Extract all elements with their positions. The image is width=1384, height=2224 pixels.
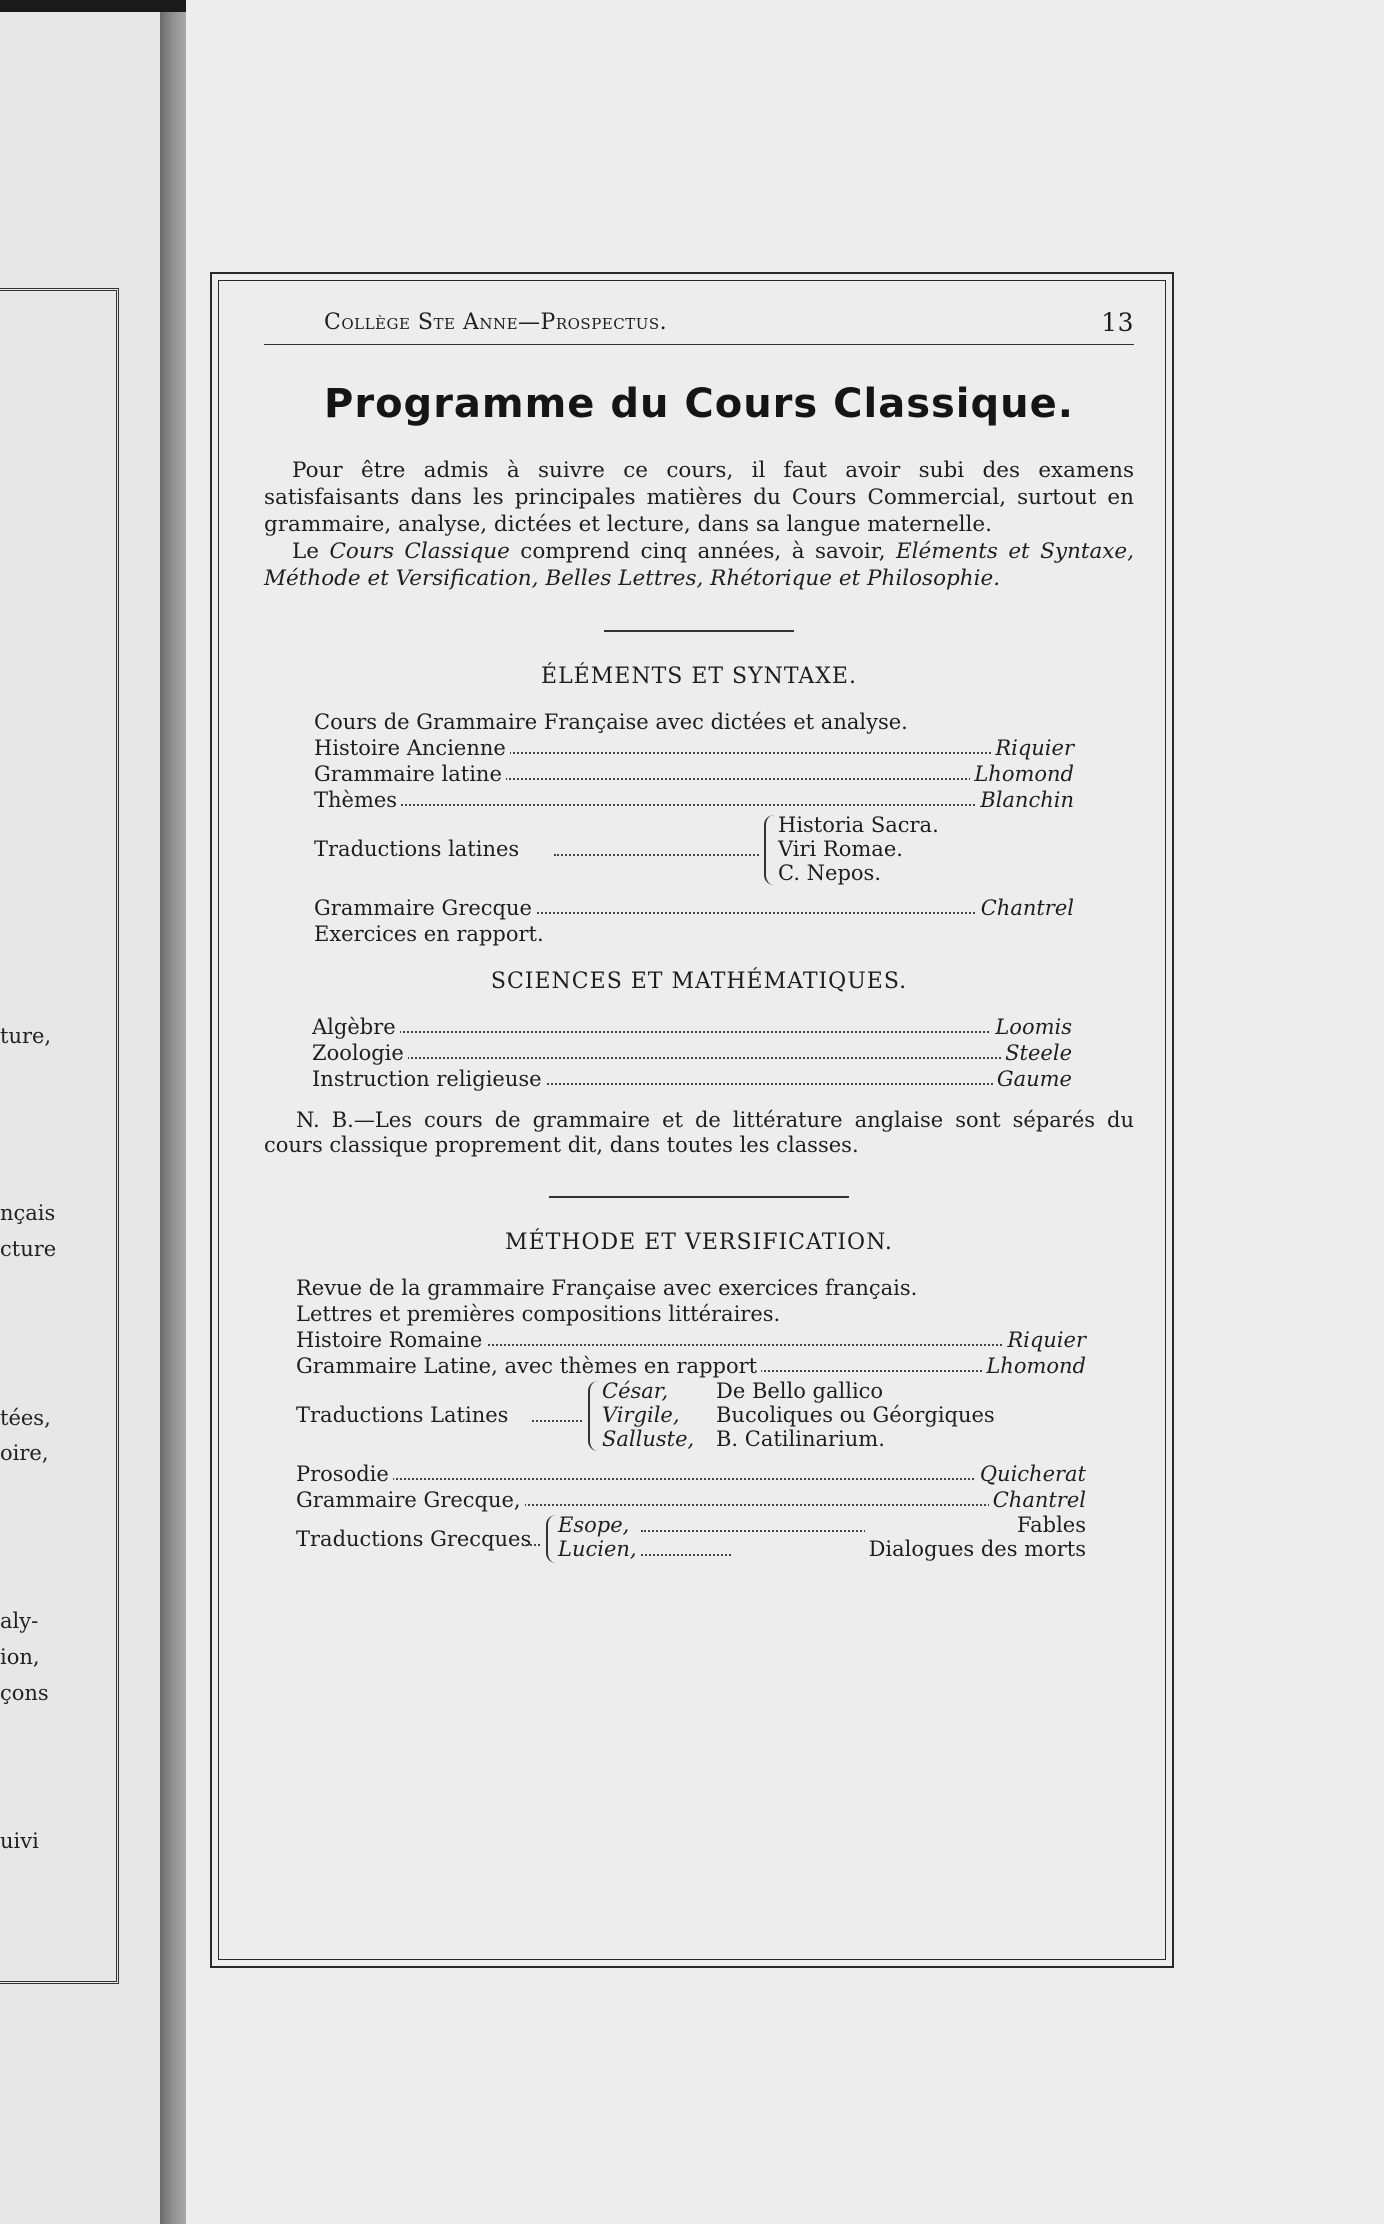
list-item bbox=[296, 1379, 1086, 1455]
author-name: Salluste, bbox=[602, 1427, 695, 1451]
translation-text: Viri Romae. bbox=[778, 837, 903, 861]
intro-p2-start: Le bbox=[292, 539, 330, 564]
list-item: Revue de la grammaire Française avec exercices français. bbox=[296, 1276, 918, 1300]
facing-text-fragment: cture bbox=[0, 1237, 57, 1261]
intro-paragraph-1: Pour être admis à suivre ce cours, il faut avoir subi des examens satisfaisants dans les principales matières du Cours Commercial, surtout en grammaire, analyse, dictées et lecture, dans sa langue maternelle. bbox=[264, 458, 1134, 537]
item-label: Grammaire Grecque, bbox=[296, 1487, 525, 1513]
item-author: Steele bbox=[1001, 1040, 1072, 1066]
intro-years-list: Eléments et Syntaxe, Méthode et Versification, Belles Lettres, Rhétorique et Philosophie. bbox=[264, 539, 1134, 591]
dot-leader bbox=[554, 854, 759, 856]
list-item bbox=[314, 787, 1074, 813]
list-item bbox=[296, 1353, 1086, 1379]
item-author: Lhomond bbox=[982, 1353, 1086, 1379]
page-content bbox=[264, 304, 1134, 1567]
author-name: Esope, bbox=[558, 1513, 630, 1537]
list-item bbox=[312, 1014, 1072, 1040]
item-author: Chantrel bbox=[977, 895, 1074, 921]
author-name: Virgile, bbox=[602, 1403, 680, 1427]
intro-paragraph-2 bbox=[264, 538, 1134, 592]
item-label: Algèbre bbox=[312, 1014, 400, 1040]
list-item bbox=[312, 1040, 1072, 1066]
item-label: Thèmes bbox=[314, 787, 401, 813]
facing-page-frame bbox=[0, 288, 119, 1984]
list-item bbox=[296, 1487, 1086, 1513]
methode-list bbox=[296, 1275, 1086, 1567]
translation-text: Historia Sacra. bbox=[778, 813, 939, 837]
facing-text-fragment: tées, bbox=[0, 1406, 51, 1430]
item-author: Lhomond bbox=[970, 761, 1074, 787]
item-author: Chantrel bbox=[989, 1487, 1086, 1513]
intro-p2-mid: comprend cinq années, à savoir, bbox=[509, 539, 896, 564]
facing-text-fragment: uivi bbox=[0, 1829, 39, 1853]
dot-leader bbox=[532, 1420, 582, 1422]
section-title-methode: MÉTHODE ET VERSIFICATION. bbox=[505, 1230, 893, 1255]
facing-text-fragment: ion, bbox=[0, 1645, 40, 1669]
work-title: Dialogues des morts bbox=[865, 1537, 1086, 1561]
list-item bbox=[296, 1513, 1086, 1567]
item-label: Traductions Latines bbox=[296, 1403, 509, 1427]
list-item bbox=[312, 1066, 1072, 1092]
latin-works bbox=[716, 1379, 995, 1451]
dot-leader bbox=[312, 1031, 1072, 1033]
item-label: Zoologie bbox=[312, 1040, 408, 1066]
page-frame bbox=[210, 272, 1174, 1968]
facing-text-fragment: ture, bbox=[0, 1024, 52, 1048]
dot-leader bbox=[312, 1057, 1072, 1059]
brace bbox=[764, 815, 776, 885]
translation-texts bbox=[778, 813, 939, 885]
list-item bbox=[314, 761, 1074, 787]
item-author: Gaume bbox=[993, 1066, 1072, 1092]
item-label: Traductions Grecques bbox=[296, 1527, 532, 1551]
intro-cours-classique: Cours Classique bbox=[329, 539, 510, 564]
list-item bbox=[314, 895, 1074, 921]
nota-bene bbox=[264, 1108, 1134, 1158]
latin-authors bbox=[602, 1379, 694, 1451]
section-title-sciences: SCIENCES ET MATHÉMATIQUES. bbox=[490, 969, 908, 994]
running-head bbox=[264, 304, 1134, 345]
item-label: Histoire Romaine bbox=[296, 1327, 486, 1353]
author-name: Lucien, bbox=[558, 1537, 637, 1561]
main-title: Programme du Cours Classique. bbox=[324, 381, 1074, 427]
intro bbox=[264, 457, 1134, 592]
facing-text-fragment: çons bbox=[0, 1681, 49, 1705]
brace bbox=[546, 1515, 558, 1563]
author-name: César, bbox=[602, 1379, 669, 1403]
list-item bbox=[314, 813, 1074, 889]
dot-leader bbox=[296, 1478, 1086, 1480]
item-label: Grammaire latine bbox=[314, 761, 506, 787]
list-item bbox=[296, 1327, 1086, 1353]
item-label: Grammaire Grecque bbox=[314, 895, 536, 921]
list-item bbox=[314, 735, 1074, 761]
facing-text-fragment: nçais bbox=[0, 1201, 56, 1225]
list-item: Exercices en rapport. bbox=[314, 922, 544, 946]
list-item bbox=[296, 1461, 1086, 1487]
work-title: Fables bbox=[865, 1513, 1086, 1537]
elements-list bbox=[314, 709, 1074, 947]
facing-text-fragment: oire, bbox=[0, 1441, 49, 1465]
page-number: 13 bbox=[1101, 308, 1134, 337]
greek-works bbox=[865, 1513, 1086, 1561]
item-label: Instruction religieuse bbox=[312, 1066, 546, 1092]
running-head-title: Collège Ste Anne—Prospectus. bbox=[324, 310, 668, 335]
brace bbox=[588, 1381, 600, 1451]
section-title-elements: ÉLÉMENTS ET SYNTAXE. bbox=[541, 664, 857, 689]
item-label: Histoire Ancienne bbox=[314, 735, 510, 761]
work-title: B. Catilinarium. bbox=[716, 1427, 885, 1451]
work-title: De Bello gallico bbox=[716, 1379, 884, 1403]
sciences-list bbox=[312, 1014, 1072, 1092]
item-author: Loomis bbox=[991, 1014, 1072, 1040]
list-item: Lettres et premières compositions littéraires. bbox=[296, 1302, 781, 1326]
item-author: Quicherat bbox=[976, 1461, 1086, 1487]
item-label: Prosodie bbox=[296, 1461, 393, 1487]
item-label: Traductions latines bbox=[314, 837, 520, 861]
item-author: Riquier bbox=[1003, 1327, 1086, 1353]
dot-leader bbox=[522, 1544, 540, 1546]
work-title: Bucoliques ou Géorgiques bbox=[716, 1403, 995, 1427]
dot-leader bbox=[314, 804, 1074, 806]
item-author: Blanchin bbox=[976, 787, 1074, 813]
facing-text-fragment: aly- bbox=[0, 1609, 39, 1633]
divider bbox=[604, 630, 794, 632]
greek-authors bbox=[558, 1513, 637, 1561]
dot-leader bbox=[641, 1554, 731, 1556]
list-item: Cours de Grammaire Française avec dictées et analyse. bbox=[314, 710, 908, 734]
divider bbox=[549, 1196, 849, 1198]
nota-bene-text: N. B.—Les cours de grammaire et de littérature anglaise sont séparés du cours classique proprement dit, dans toutes les classes. bbox=[264, 1108, 1134, 1157]
item-author: Riquier bbox=[991, 735, 1074, 761]
translation-text: C. Nepos. bbox=[778, 861, 882, 885]
item-label: Grammaire Latine, avec thèmes en rapport bbox=[296, 1353, 761, 1379]
